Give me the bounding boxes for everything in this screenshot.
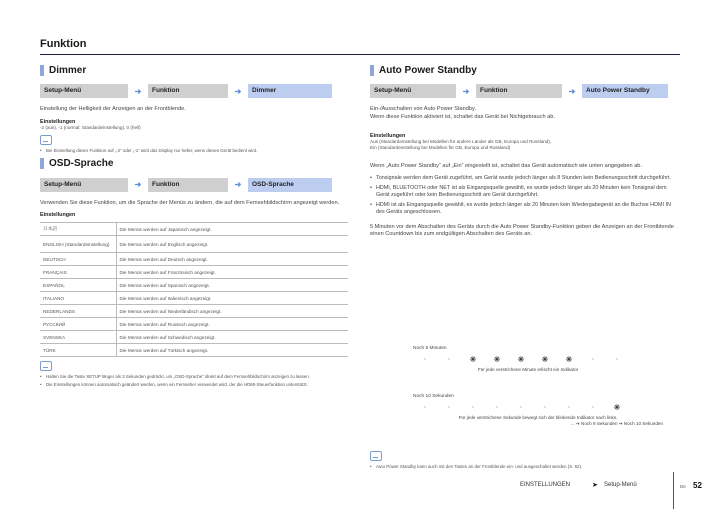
dimmer-settings-label: Einstellungen xyxy=(40,118,76,125)
aps-note-text: Auto Power Standby kann auch mit den Tasten an der Frontblende ein- und ausgeschaltet werden (S. 62). xyxy=(376,464,583,469)
indicator-on-icon: ✳ xyxy=(565,355,573,364)
dimmer-description: Einstellung der Helligkeit der Anzeigen an der Frontblende. xyxy=(40,106,186,112)
language-cell: FRANÇAIS xyxy=(40,266,116,279)
list-item xyxy=(370,175,680,182)
footer-section: EINSTELLUNGEN xyxy=(520,482,571,488)
path-dimmer: Dimmer xyxy=(248,84,332,98)
arrow-right-icon: ➜ xyxy=(462,86,470,96)
indicator-off: ▫ xyxy=(615,356,619,363)
language-cell: ENGLISH (Standardeinstellung) xyxy=(40,236,116,253)
path-funktion: Funktion xyxy=(476,84,562,98)
indicator-on-icon: ✳ xyxy=(517,355,525,364)
osd-menu-path xyxy=(40,178,348,192)
path-osd-sprache: OSD-Sprache xyxy=(248,178,332,192)
indicator-off: ▫ xyxy=(567,404,571,411)
osd-note-text: Die Einstellungen können automatisch geändert werden, wenn ein Fernseher verwendet wird, der die HDMI-Steuerfunktion unterstützt. xyxy=(46,381,308,387)
indicator-off: ▫ xyxy=(471,404,475,411)
note-icon xyxy=(40,361,52,371)
arrow-right-icon: ➜ xyxy=(234,180,242,189)
bullet-icon: • xyxy=(370,184,372,191)
osd-note-text: Halten Sie die Taste SETUP länger als 3 Sekunden gedrückt, um „OSD-Sprache“ direkt auf dem Fernsehbildschirm anzeigen zu lassen. xyxy=(46,374,310,379)
language-description-cell: Die Menüs werden auf Deutsch angezeigt. xyxy=(116,253,348,266)
note-icon xyxy=(370,451,382,461)
table-row xyxy=(40,318,348,331)
language-description-cell: Die Menüs werden auf Italienisch angezeigt. xyxy=(116,292,348,305)
language-cell: ITALIANO xyxy=(40,292,116,305)
aps-settings-1: Aus (Standardeinstellung bei Modellen für andere Länder als GB, Europa und Russland), xyxy=(370,139,552,144)
path-setup-menu: Setup-Menü xyxy=(370,84,456,98)
dimmer-menu-path xyxy=(40,84,348,98)
language-description-cell: Die Menüs werden auf Niederländisch angezeigt. xyxy=(116,305,348,318)
aps-note xyxy=(370,447,680,472)
indicator-off: ▫ xyxy=(519,404,523,411)
table-row xyxy=(40,223,348,236)
table-row xyxy=(40,266,348,279)
title-divider xyxy=(40,54,680,55)
countdown-demo-10sec xyxy=(413,394,663,427)
bullet-icon: • xyxy=(40,374,42,379)
dimmer-note xyxy=(40,148,348,154)
bullet-icon: • xyxy=(370,201,372,208)
osd-settings-label: Einstellungen xyxy=(40,212,76,218)
list-item xyxy=(370,185,680,199)
table-row xyxy=(40,292,348,305)
indicator-off: ▫ xyxy=(423,404,427,411)
dimmer-title: Dimmer xyxy=(49,64,87,76)
path-funktion: Funktion xyxy=(148,84,228,98)
list-item-text: Tonsignale werden dem Gerät zugeführt, am Gerät wurde jedoch länger als 8 Stunden kein Bedienungsschritt durchgeführt. xyxy=(376,174,671,181)
section-marker xyxy=(40,65,44,76)
bullet-icon: • xyxy=(370,174,372,181)
path-setup-menu: Setup-Menü xyxy=(40,178,128,192)
dimmer-note-text: Bei Einstellung dieser Funktion auf „-2“ oder „-1“ wird das Display nur heller, wenn dieses Gerät bedient wird. xyxy=(46,147,258,153)
left-column xyxy=(40,62,348,390)
indicator-off: ▫ xyxy=(495,404,499,411)
aps-description-2: Wenn diese Funktion aktiviert ist, schaltet das Gerät bei Nichtgebrauch ab. xyxy=(370,113,555,120)
language-cell: NEDERLANDS xyxy=(40,305,116,318)
aps-settings-label: Einstellungen xyxy=(370,133,406,139)
language-table xyxy=(40,222,348,357)
section-marker xyxy=(370,65,374,76)
indicator-blink-icon: ✳ xyxy=(613,403,621,412)
language-description-cell: Die Menüs werden auf Türkisch angezeigt. xyxy=(116,344,348,357)
indicator-off: ▫ xyxy=(543,404,547,411)
indicator-off: ▫ xyxy=(591,404,595,411)
arrow-right-icon: ➜ xyxy=(134,180,142,189)
indicator-off: ▫ xyxy=(423,356,427,363)
footer-divider xyxy=(673,472,674,509)
aps-when-on: Wenn „Auto Power Standby“ auf „Ein“ eingestellt ist, schaltet das Gerät automatisch wie unten angegeben ab. xyxy=(370,163,642,170)
page-title: Funktion xyxy=(40,38,87,50)
language-description-cell: Die Menüs werden auf Russisch angezeigt. xyxy=(116,318,348,331)
aps-countdown-text: 5 Minuten vor dem Abschalten des Geräts durch die Auto Power Standby-Funktion geben die Anzeigen an der Frontblende einen Countdown bis zum endgültigen Abschalten des Geräts an. xyxy=(370,223,674,238)
indicator-row xyxy=(413,355,643,364)
demo-caption: Für jede verstrichene Sekunde bewegt sich der blinkende Indikator nach links. xyxy=(458,415,618,420)
language-description-cell: Die Menüs werden auf Französisch angezeigt. xyxy=(116,266,348,279)
list-item-text: HDMI, BLUETOOTH oder NET ist als Eingangsquelle gewählt, es wurde jedoch länger als 20 Minuten kein Tonsignal dem Gerät zugeführt oder kein Bedienungsschritt am Gerät durchgeführt. xyxy=(376,184,667,198)
table-row xyxy=(40,279,348,292)
indicator-off: ▫ xyxy=(447,356,451,363)
table-row xyxy=(40,344,348,357)
indicator-on-icon: ✳ xyxy=(493,355,501,364)
table-row xyxy=(40,236,348,253)
language-cell: 日本語 xyxy=(40,223,116,236)
arrow-right-icon: ➜ xyxy=(568,86,576,96)
arrow-right-icon: ➜ xyxy=(234,86,242,96)
table-row xyxy=(40,331,348,344)
bullet-icon: • xyxy=(40,381,42,387)
language-cell: ESPAÑOL xyxy=(40,279,116,292)
aps-condition-list xyxy=(370,175,680,216)
list-item xyxy=(370,202,680,216)
bullet-icon: • xyxy=(370,464,372,469)
aps-description-1: Ein-/Ausschalten von Auto Power Standby. xyxy=(370,106,476,112)
aps-note-item xyxy=(370,464,680,470)
indicator-on-icon: ✳ xyxy=(541,355,549,364)
osd-description: Verwenden Sie diese Funktion, um die Sprache der Menüs zu ändern, die auf dem Fernsehbildschirm angezeigt werden. xyxy=(40,199,340,206)
osd-heading xyxy=(40,156,348,172)
page-number: 52 xyxy=(693,481,702,490)
path-setup-menu: Setup-Menü xyxy=(40,84,128,98)
language-cell: TÜRK xyxy=(40,344,116,357)
demo-label: Noch 5 Minuten xyxy=(413,346,447,351)
indicator-off: ▫ xyxy=(591,356,595,363)
path-funktion: Funktion xyxy=(148,178,228,192)
arrow-right-icon: ➜ xyxy=(134,86,142,96)
language-cell: SVENSKA xyxy=(40,331,116,344)
language-cell: DEUTSCH xyxy=(40,253,116,266)
dimmer-heading xyxy=(40,62,348,78)
aps-settings-2: Ein (Standardeinstellung bei Modellen für GB, Europa und Russland) xyxy=(370,145,511,151)
bullet-icon: • xyxy=(40,147,42,153)
path-auto-power-standby: Auto Power Standby xyxy=(582,84,668,98)
dimmer-settings-value: -2 (aus), -1 (normal: Standardeinstellung), 0 (hell) xyxy=(40,124,141,130)
demo-caption-2: ... ➔ Noch 9 Sekunden ➔ Noch 10 Sekunden xyxy=(570,421,663,426)
osd-note xyxy=(40,374,348,380)
section-marker xyxy=(40,158,44,169)
footer-language: De xyxy=(680,484,686,489)
language-description-cell: Die Menüs werden auf Japanisch angezeigt. xyxy=(116,223,348,236)
table-row xyxy=(40,305,348,318)
demo-label: Noch 10 Sekunden xyxy=(413,394,454,399)
note-icon xyxy=(40,135,52,145)
indicator-row xyxy=(413,403,663,412)
language-cell: РУССКИЙ xyxy=(40,318,116,331)
aps-heading xyxy=(370,62,680,78)
language-description-cell: Die Menüs werden auf Englisch angezeigt. xyxy=(116,236,348,253)
indicator-off: ▫ xyxy=(447,404,451,411)
language-description-cell: Die Menüs werden auf Spanisch angezeigt. xyxy=(116,279,348,292)
table-row xyxy=(40,253,348,266)
list-item-text: HDMI ist als Eingangsquelle gewählt, es wurde jedoch länger als 20 Minuten kein Wiedergabegerät an die Buchse HDMI IN des Geräts angeschlossen. xyxy=(376,201,671,215)
aps-title: Auto Power Standby xyxy=(379,64,477,76)
osd-title: OSD-Sprache xyxy=(49,158,114,169)
demo-caption: Für jede verstrichene Minute erlischt ein Indikator xyxy=(477,367,579,372)
osd-note xyxy=(40,382,348,388)
indicator-on-icon: ✳ xyxy=(469,355,477,364)
countdown-demo-5min xyxy=(413,346,643,372)
language-description-cell: Die Menüs werden auf Schwedisch angezeigt. xyxy=(116,331,348,344)
aps-menu-path xyxy=(370,84,680,98)
footer-arrow-icon: ➤ xyxy=(592,482,598,489)
footer-subsection: Setup-Menü xyxy=(604,482,637,488)
right-column xyxy=(370,62,680,239)
